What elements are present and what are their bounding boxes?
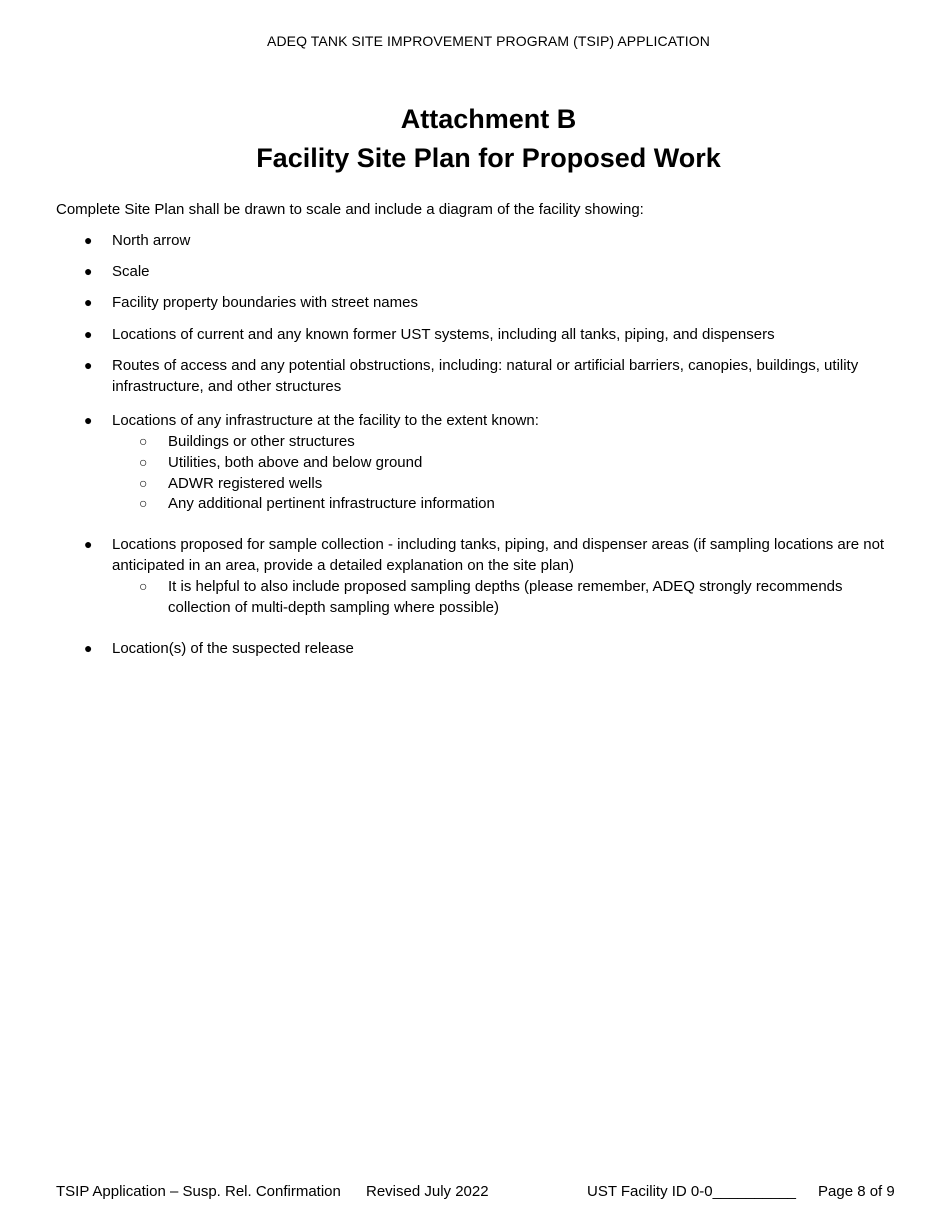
bullet-icon: ●: [84, 294, 93, 310]
circle-bullet-icon: ○: [139, 454, 148, 470]
bullet-icon: ●: [84, 640, 93, 656]
circle-bullet-icon: ○: [139, 495, 148, 511]
list-item-text: Location(s) of the suspected release: [112, 640, 354, 657]
page-header: ADEQ TANK SITE IMPROVEMENT PROGRAM (TSIP) APPLICATION: [267, 33, 710, 49]
circle-bullet-icon: ○: [139, 475, 148, 491]
list-item-text: Scale: [112, 263, 150, 280]
sub-list-item-text: Utilities, both above and below ground: [168, 454, 423, 471]
bullet-icon: ●: [84, 357, 93, 373]
bullet-icon: ●: [84, 412, 93, 428]
list-item-text: North arrow: [112, 232, 191, 249]
footer-revised-date: Revised July 2022: [366, 1183, 489, 1200]
sub-list-item-text: Any additional pertinent infrastructure information: [168, 495, 495, 512]
bullet-icon: ●: [84, 263, 93, 279]
list-item-text: Facility property boundaries with street names: [112, 294, 418, 311]
footer-page-number: Page 8 of 9: [818, 1183, 895, 1200]
circle-bullet-icon: ○: [139, 433, 148, 449]
footer-facility-id: UST Facility ID 0-0__________: [587, 1183, 797, 1200]
sub-list-item-text: ADWR registered wells: [168, 475, 323, 492]
list-item-text: Routes of access and any potential obstructions, including: natural or artificial barriers, canopies, buildings, utility infrastructure, and other structures: [112, 357, 859, 395]
list-item-text: Locations proposed for sample collection - including tanks, piping, and dispenser areas (if sampling locations are not anticipated in an area, provide a detailed explanation on the site plan): [112, 536, 885, 574]
sub-list-item-text: Buildings or other structures: [168, 433, 355, 450]
list-item-text: Locations of current and any known former UST systems, including all tanks, piping, and dispensers: [112, 326, 775, 343]
bullet-icon: ●: [84, 536, 93, 552]
page-title: Facility Site Plan for Proposed Work: [256, 143, 721, 173]
footer-form-name: TSIP Application – Susp. Rel. Confirmation: [56, 1183, 341, 1200]
list-item-text: Locations of any infrastructure at the facility to the extent known:: [112, 412, 539, 429]
bullet-icon: ●: [84, 326, 93, 342]
sub-list-item-text: It is helpful to also include proposed sampling depths (please remember, ADEQ strongly recommends collection of multi-depth sampling where possible): [168, 578, 843, 616]
bullet-icon: ●: [84, 232, 93, 248]
intro-text: Complete Site Plan shall be drawn to scale and include a diagram of the facility showing:: [56, 201, 644, 218]
attachment-title: Attachment B: [400, 104, 577, 134]
circle-bullet-icon: ○: [139, 578, 148, 594]
